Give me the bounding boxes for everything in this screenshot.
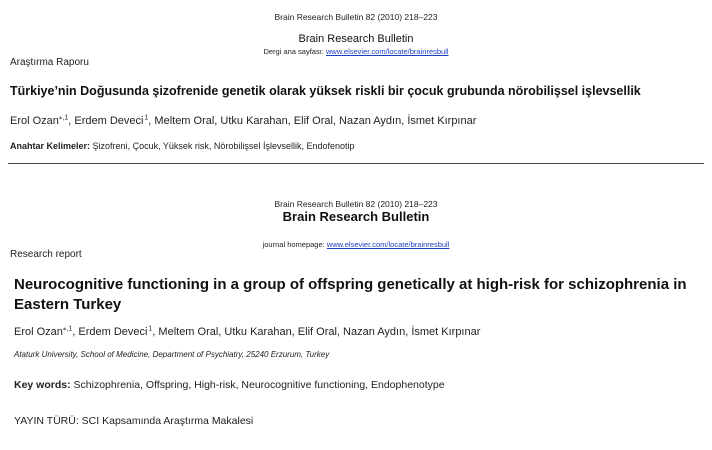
affiliation: Ataturk University, School of Medicine, Department of Psychiatry, 25240 Erzurum, Turkey — [14, 350, 330, 359]
keywords-tr — [10, 141, 355, 151]
keywords-list-tr: Şizofreni, Çocuk, Yüksek risk, Nörobilişsel İşlevsellik, Endofenotip — [92, 141, 355, 151]
journal-title-en: Brain Research Bulletin — [282, 209, 430, 224]
author-footnote-marker: ⁎,1 — [58, 114, 69, 122]
author-name: Erol Ozan — [10, 115, 59, 127]
author-name: Erol Ozan — [14, 326, 63, 338]
keywords-label-tr: Anahtar Kelimeler: — [10, 141, 91, 151]
publication-type: YAYIN TÜRÜ: SCI Kapsamında Araştırma Makalesi — [14, 415, 254, 427]
citation-tr: Brain Research Bulletin 82 (2010) 218–223 — [274, 12, 438, 22]
homepage-link-en[interactable]: www.elsevier.com/locate/brainresbull — [326, 240, 450, 249]
author-footnote-marker: 1 — [148, 325, 153, 333]
citation-en: Brain Research Bulletin 82 (2010) 218–223 — [274, 199, 438, 209]
journal-homepage-en — [0, 240, 712, 249]
homepage-label-en: journal homepage: — [262, 240, 325, 249]
author-name: , Erdem Deveci — [72, 326, 148, 338]
author-list: , Meltem Oral, Utku Karahan, Elif Oral, Nazan Aydın, İsmet Kırpınar — [152, 326, 481, 338]
journal-title-tr: Brain Research Bulletin — [298, 33, 414, 45]
author-footnote-marker: ⁎,1 — [62, 325, 73, 333]
report-type-tr: Araştırma Raporu — [10, 57, 89, 68]
author-footnote-marker: 1 — [144, 114, 149, 122]
homepage-label-tr: Dergi ana sayfası: — [263, 47, 324, 56]
keywords-en — [14, 379, 445, 391]
section-divider — [8, 163, 704, 164]
journal-homepage-tr — [0, 47, 712, 56]
article-title-tr: Türkiye’nin Doğusunda şizofrenide genetik olarak yüksek riskli bir çocuk grubunda nörobilişsel işlevsellik — [10, 84, 641, 98]
authors-en — [14, 326, 480, 338]
report-type-en: Research report — [10, 249, 82, 260]
article-title-en: Neurocognitive functioning in a group of offspring genetically at high-risk for schizophrenia in Eastern Turkey — [14, 276, 687, 313]
author-list: , Meltem Oral, Utku Karahan, Elif Oral, Nazan Aydın, İsmet Kırpınar — [148, 115, 477, 127]
homepage-link-tr[interactable]: www.elsevier.com/locate/brainresbull — [325, 47, 449, 56]
keywords-label-en: Key words: — [14, 379, 71, 391]
authors-tr — [10, 115, 476, 127]
author-name: , Erdem Deveci — [68, 115, 144, 127]
keywords-list-en: Schizophrenia, Offspring, High-risk, Neurocognitive functioning, Endophenotype — [73, 379, 445, 391]
